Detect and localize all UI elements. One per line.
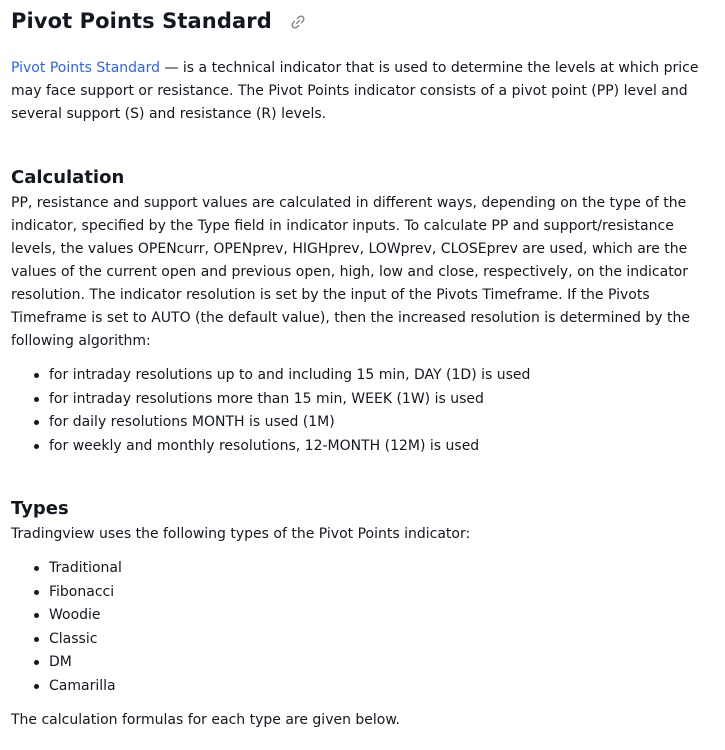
calculation-line: indicator, specified by the Type field in indicator inputs. To calculate PP and support/resistance — [11, 218, 674, 234]
calculation-line: levels, the values OPENcurr, OPENprev, HIGHprev, LOWprev, CLOSEprev are used, which are the — [11, 241, 688, 257]
list-item: for weekly and monthly resolutions, 12-MONTH (12M) is used — [34, 435, 714, 459]
calculation-line: Timeframe is set to AUTO (the default value), then the increased resolution is determined by the — [11, 310, 690, 326]
pivot-points-link[interactable]: Pivot Points Standard — [11, 60, 161, 76]
intro-paragraph — [11, 57, 714, 126]
list-item: Woodie — [34, 604, 714, 628]
title-row — [11, 8, 714, 34]
calculation-line: following algorithm: — [11, 333, 151, 349]
resolution-list — [11, 364, 714, 458]
calculation-line: resolution. The indicator resolution is set by the input of the Pivots Timeframe. If the Pivots — [11, 287, 650, 303]
intro-line-2: may face support or resistance. The Pivot Points indicator consists of a pivot point (PP) level and — [11, 83, 688, 99]
intro-line-3: several support (S) and resistance (R) levels. — [11, 106, 327, 122]
calculation-line: values of the current open and previous open, high, low and close, respectively, on the indicator — [11, 264, 689, 280]
list-item: DM — [34, 651, 714, 675]
calculation-paragraph — [11, 192, 714, 353]
list-item: for intraday resolutions more than 15 min, WEEK (1W) is used — [34, 388, 714, 412]
list-item: for intraday resolutions up to and including 15 min, DAY (1D) is used — [34, 364, 714, 388]
types-heading: Types — [11, 498, 69, 519]
formulas-note: The calculation formulas for each type are given below. — [11, 712, 400, 728]
calculation-heading: Calculation — [11, 167, 125, 188]
calculation-line: PP, resistance and support values are calculated in different ways, depending on the type of the — [11, 195, 687, 211]
list-item: Camarilla — [34, 675, 714, 699]
page-title: Pivot Points Standard — [11, 9, 272, 33]
types-intro: Tradingview uses the following types of the Pivot Points indicator: — [11, 526, 471, 542]
list-item: for daily resolutions MONTH is used (1M) — [34, 411, 714, 435]
list-item: Fibonacci — [34, 581, 714, 605]
types-list — [11, 557, 714, 698]
intro-line-1 — [11, 57, 714, 80]
list-item: Traditional — [34, 557, 714, 581]
list-item: Classic — [34, 628, 714, 652]
link-icon[interactable] — [289, 13, 307, 31]
intro-line-1-text: — is a technical indicator that is used to determine the levels at which price — [160, 60, 699, 76]
